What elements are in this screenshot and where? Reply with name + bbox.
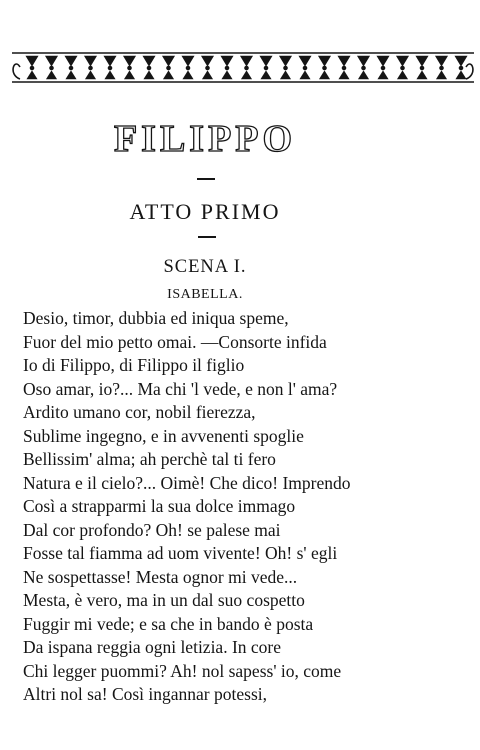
verse-line: Ne sospettasse! Mesta ognor mi vede... [23, 566, 298, 587]
act-heading: ATTO PRIMO [129, 199, 281, 224]
scene-heading: SCENA I. [163, 257, 247, 277]
verse-line: Altri nol sa! Così ingannar potessi, [23, 684, 268, 704]
ornament-dot [225, 66, 229, 70]
ornament-dot [108, 66, 112, 70]
verse-line: Fuggir mi vede; e sa che in bando è posta [23, 613, 314, 634]
ornament-dot [30, 66, 34, 70]
verse-line: Desio, timor, dubbia ed iniqua speme, [23, 308, 289, 328]
verse-line: Mesta, è vero, ma in un dal suo cospetto [23, 590, 305, 610]
play-title: FILIPPO [113, 118, 297, 160]
verse-line: Da ispana reggia ogni letizia. In core [23, 637, 282, 657]
ornament-dot [381, 66, 385, 70]
verse-line: Sublime ingegno, e in avvenenti spoglie [23, 425, 304, 446]
ornament-dot [69, 66, 73, 70]
verse-line: Fosse tal fiamma ad uom vivente! Oh! s' egli [23, 543, 338, 563]
ornament-dot [323, 66, 327, 70]
ornament-dot [186, 66, 190, 70]
ornament-dot [459, 66, 463, 70]
verse-line: Così a strapparmi la sua dolce immago [23, 496, 296, 516]
ornament-dot [401, 66, 405, 70]
ornament-dot [167, 66, 171, 70]
verse-line: Fuor del mio petto omai. —Consorte infida [23, 331, 327, 352]
ornament-dot [89, 66, 93, 70]
decorative-border-ornament [10, 47, 476, 87]
title-divider [197, 178, 215, 180]
ornament-dot [440, 66, 444, 70]
ornament-dot [264, 66, 268, 70]
ornament-dot [245, 66, 249, 70]
verse-line: Io di Filippo, di Filippo il figlio [23, 355, 245, 375]
verse-line: Oso amar, io?... Ma chi 'l vede, e non l' ama? [23, 378, 338, 399]
ornament-dot [284, 66, 288, 70]
ornament-dot [420, 66, 424, 70]
ornament-dot [342, 66, 346, 70]
verse-text [23, 307, 351, 707]
ornament-dot [362, 66, 366, 70]
ornament-dot [50, 66, 54, 70]
act-divider [198, 236, 216, 238]
verse-line: Dal cor profondo? Oh! se palese mai [23, 519, 281, 540]
verse-line: Ardito umano cor, nobil fierezza, [23, 402, 256, 422]
ornament-dot [128, 66, 132, 70]
verse-line: Chi legger puommi? Ah! nol sapess' io, come [23, 660, 342, 681]
verse-line: Bellissim' alma; ah perchè tal ti fero [23, 449, 276, 469]
verse-line: Natura e il cielo?... Oimè! Che dico! Imprendo [23, 472, 351, 493]
ornament-dot [206, 66, 210, 70]
ornament-dot [147, 66, 151, 70]
speaker-name: ISABELLA. [167, 287, 243, 302]
ornament-dot [303, 66, 307, 70]
